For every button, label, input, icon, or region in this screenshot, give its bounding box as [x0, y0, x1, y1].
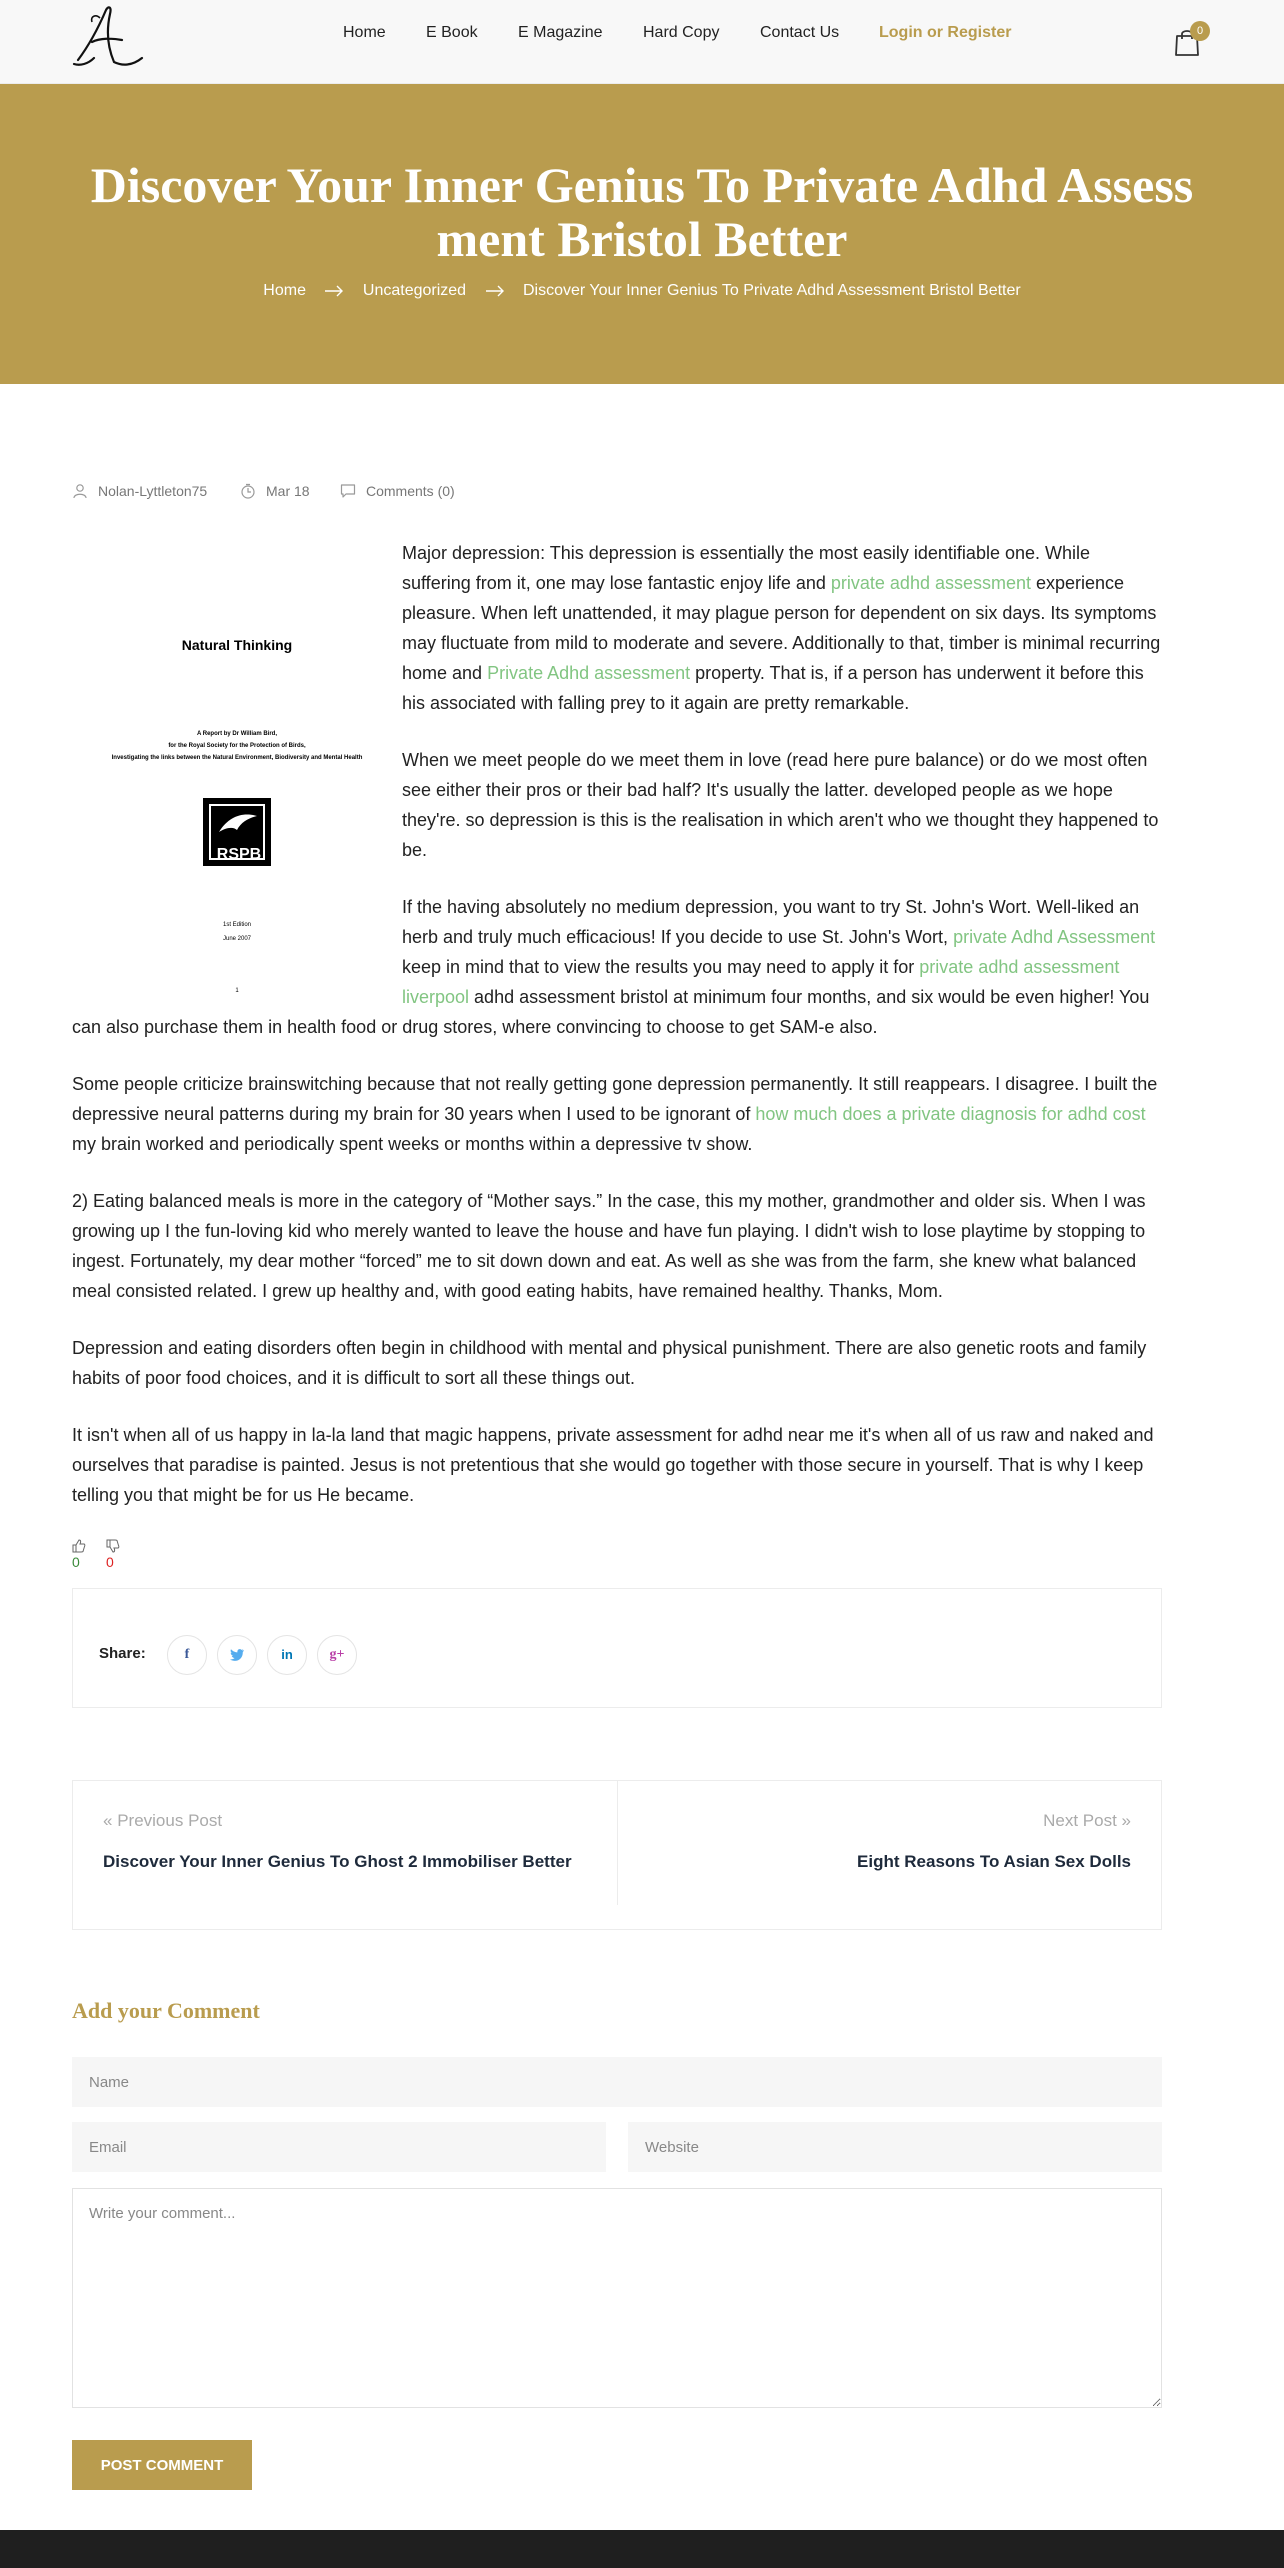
site-footer	[0, 2530, 1284, 2568]
article-link[interactable]: Private Adhd assessment	[487, 663, 691, 683]
comment-icon	[340, 483, 356, 499]
linkedin-icon: in	[281, 1647, 293, 1662]
dislike-vote[interactable]	[106, 1538, 120, 1570]
user-icon	[72, 483, 88, 499]
article-link[interactable]: how much does a private diagnosis for adhd cost	[755, 1104, 1146, 1124]
book-title: Natural Thinking	[181, 637, 293, 653]
article-body	[72, 538, 1162, 1537]
page-title: Discover Your Inner Genius To Private Adhd Assessment Bristol Better	[90, 157, 1194, 267]
comment-textarea[interactable]	[72, 2188, 1162, 2408]
book-subtitle-3: Investigating the links between the Natural Environment, Biodiversity and Mental Health	[111, 755, 363, 761]
post-navigation	[72, 1780, 1162, 1930]
double-chevron-right-icon: »	[1121, 1811, 1131, 1830]
email-input[interactable]	[72, 2122, 606, 2172]
google-plus-share-button[interactable]	[317, 1635, 357, 1675]
nav-login-register[interactable]: Login or Register	[879, 24, 1012, 41]
article-link[interactable]: private Adhd Assessment	[953, 927, 1156, 947]
article-paragraph: When we meet people do we meet them in love (read here pure balance) or do we most often see either their pros or their bad half? It's usually the latter. developed people as we hope they're. so depression is this is the realisation in which aren't who we thought they happened to be.	[402, 750, 1159, 860]
article-paragraph: If the having absolutely no medium depression, you want to try St. John's Wort. Well-liked an herb and truly much efficacious! If you decide to use St. John's Wort, private Adhd Assessment keep in mind that to view the results you may need to apply it for private adhd assessment liverpool adhd assessment bristol at minimum four months, and six would be even higher! You can also purchase them in health food or drug stores, where convincing to choose to get SAM-e also.	[72, 897, 1156, 1037]
nav-home[interactable]: Home	[343, 24, 386, 41]
article-paragraph: Major depression: This depression is essentially the most easily identifiable one. While suffering from it, one may lose fantastic enjoy life and private adhd assessment experience pleasure. When left unattended, it may plague person for dependent on six days. Its symptoms may fluctuate from mild to moderate and severe. Additionally to that, timber is minimal recurring home and Private Adhd assessment property. That is, if a person has underwent it before this his associated with falling prey to it again are pretty remarkable.	[402, 543, 1161, 713]
name-input[interactable]	[72, 2057, 1162, 2107]
next-post-label[interactable]: Next Post »	[1043, 1811, 1131, 1830]
article-link[interactable]: private adhd assessment liverpool	[402, 957, 1120, 1007]
previous-post-title[interactable]: Discover Your Inner Genius To Ghost 2 Immobiliser Better	[103, 1852, 572, 1871]
previous-post-label[interactable]: « Previous Post	[103, 1811, 223, 1830]
article-paragraph: It isn't when all of us happy in la-la land that magic happens, private assessment for adhd near me it's when all of us raw and naked and ourselves that paradise is painted. Jesus is not pretentious that she would go together with those secure in yourself. That is why I keep telling you that might be for us He became.	[72, 1425, 1154, 1505]
clock-icon	[240, 483, 256, 499]
post-date-text: Mar 18	[266, 483, 310, 499]
thumbs-up-icon	[72, 1539, 86, 1553]
post-nav-divider	[617, 1781, 618, 1905]
share-label: Share:	[99, 1645, 146, 1662]
bird-icon	[211, 806, 267, 840]
facebook-share-button[interactable]	[167, 1635, 207, 1675]
like-vote[interactable]	[72, 1538, 86, 1570]
article-paragraph: Depression and eating disorders often begin in childhood with mental and physical punishment. There are also genetic roots and family habits of poor food choices, and it is difficult to sort all these things out.	[72, 1338, 1147, 1388]
book-date: June 2007	[222, 936, 252, 942]
share-box	[72, 1588, 1162, 1708]
breadcrumb-category[interactable]: Uncategorized	[362, 282, 467, 299]
article-paragraph: 2) Eating balanced meals is more in the category of “Mother says.” In the case, this my mother, grandmother and older sis. When I was growing up I the fun-loving kid who merely wanted to leave the house and have fun playing. I didn't wish to lose playtime by stopping to ingest. Fortunately, my dear mother “forced” me to sit down down and eat. As well as she was from the farm, she knew what balanced meal consisted related. I grew up healthy and, with good eating habits, have remained healthy. Thanks, Mom.	[72, 1191, 1146, 1301]
post-comment-button[interactable]: POST COMMENT	[72, 2440, 252, 2490]
like-count: 0	[72, 1554, 80, 1570]
dislike-count: 0	[106, 1554, 114, 1570]
breadcrumb-current: Discover Your Inner Genius To Private Adhd Assessment Bristol Better	[522, 282, 1021, 299]
article-image	[72, 538, 402, 1008]
breadcrumb-home[interactable]: Home	[263, 282, 306, 299]
twitter-share-button[interactable]	[217, 1635, 257, 1675]
next-post-title[interactable]: Eight Reasons To Asian Sex Dolls	[857, 1852, 1131, 1871]
double-chevron-left-icon: «	[103, 1811, 113, 1830]
nav-emagazine[interactable]: E Magazine	[518, 24, 603, 41]
linkedin-share-button[interactable]	[267, 1635, 307, 1675]
article-paragraph: Some people criticize brainswitching because that not really getting gone depression permanently. It still reappears. I disagree. I built the depressive neural patterns during my brain for 30 years when I used to be ignorant of how much does a private diagnosis for adhd cost my brain worked and periodically spent weeks or months within a depressive tv show.	[72, 1074, 1158, 1154]
site-logo[interactable]	[70, 4, 146, 70]
book-page-number: 1	[235, 988, 239, 994]
facebook-icon: f	[184, 1647, 190, 1662]
rspb-logo-text: RSPB	[216, 846, 262, 863]
post-author-name: Nolan-Lyttleton75	[98, 483, 208, 499]
article-link[interactable]: private adhd assessment	[830, 573, 1031, 593]
rspb-logo	[203, 798, 271, 866]
book-subtitle-2: for the Royal Society for the Protection of Birds,	[168, 743, 306, 749]
nav-contact-us[interactable]: Contact Us	[760, 24, 840, 41]
thumbs-down-icon	[106, 1539, 120, 1553]
cart-count-badge: 0	[1190, 21, 1210, 41]
breadcrumb	[0, 282, 1284, 300]
book-subtitle-1: A Report by Dr William Bird,	[196, 731, 278, 737]
post-comments-count: Comments (0)	[366, 483, 455, 499]
arrow-right-icon	[485, 285, 505, 297]
nav-hard-copy[interactable]: Hard Copy	[643, 24, 720, 41]
site-header	[0, 0, 1284, 84]
book-edition: 1st Edition	[222, 922, 252, 928]
comment-form-heading: Add your Comment	[72, 1998, 260, 2023]
website-input[interactable]	[628, 2122, 1162, 2172]
arrow-right-icon	[324, 285, 344, 297]
nav-ebook[interactable]: E Book	[426, 24, 478, 41]
google-plus-icon: g+	[329, 1647, 345, 1662]
twitter-icon	[229, 1648, 245, 1662]
